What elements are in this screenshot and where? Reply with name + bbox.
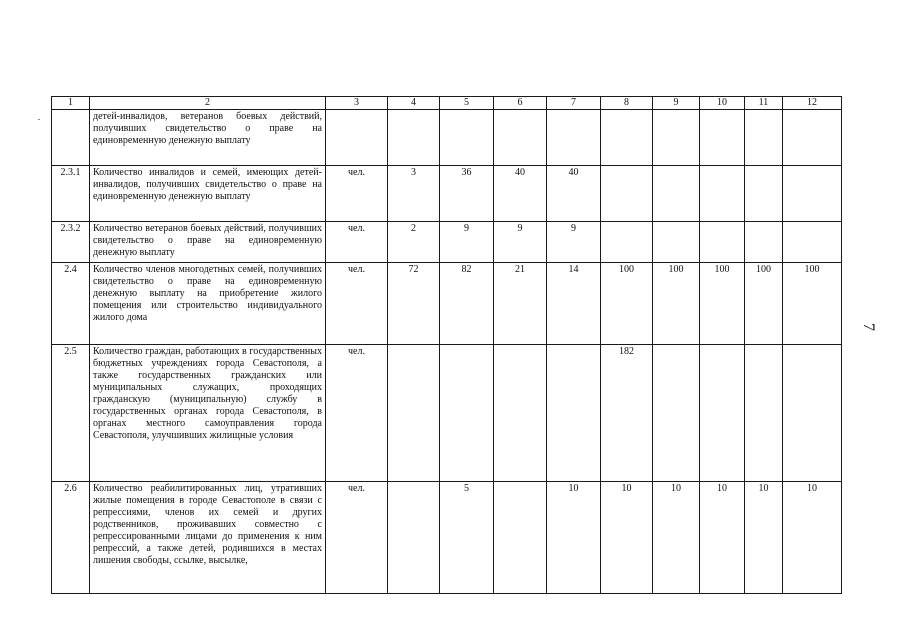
value-cell [745, 166, 783, 222]
value-cell: 182 [601, 345, 653, 482]
indicator-name: Количество граждан, работающих в государственных бюджетных учреждениях города Севастополя, а также государственных гражданских или муниципальных служащих, проходящих гражданскую (муниципальную) службу в государственных органах города Севастополя, в органах местного самоуправления города Севастополя, улучшивших жилищные условия [90, 345, 326, 482]
unit-cell: чел. [326, 345, 388, 482]
value-cell: 9 [494, 222, 547, 263]
table-row [52, 110, 842, 166]
table-row [52, 482, 842, 594]
value-cell [745, 222, 783, 263]
value-cell: 21 [494, 263, 547, 345]
value-cell: 3 [388, 166, 440, 222]
value-cell [745, 110, 783, 166]
value-cell [494, 110, 547, 166]
value-cell [494, 345, 547, 482]
col-number-9: 9 [653, 97, 700, 110]
value-cell [745, 345, 783, 482]
col-number-8: 8 [601, 97, 653, 110]
col-number-6: 6 [494, 97, 547, 110]
value-cell: 10 [601, 482, 653, 594]
table-row [52, 263, 842, 345]
value-cell: 9 [547, 222, 601, 263]
value-cell: 10 [783, 482, 842, 594]
value-cell [494, 482, 547, 594]
value-cell [700, 222, 745, 263]
value-cell: 100 [601, 263, 653, 345]
col-number-5: 5 [440, 97, 494, 110]
row-number: 2.5 [52, 345, 90, 482]
indicator-name: Количество ветеранов боевых действий, получивших свидетельство о праве на единовременную денежную выплату [90, 222, 326, 263]
value-cell: 2 [388, 222, 440, 263]
value-cell: 10 [700, 482, 745, 594]
value-cell [653, 110, 700, 166]
row-number: 2.4 [52, 263, 90, 345]
col-number-11: 11 [745, 97, 783, 110]
value-cell: 100 [745, 263, 783, 345]
page-number: 7 [860, 323, 877, 331]
value-cell: 100 [700, 263, 745, 345]
scan-speck [38, 119, 40, 120]
value-cell [388, 482, 440, 594]
indicator-name: детей-инвалидов, ветеранов боевых действий, получивших свидетельство о праве на единовременную денежную выплату [90, 110, 326, 166]
value-cell [653, 222, 700, 263]
value-cell [601, 110, 653, 166]
value-cell [783, 345, 842, 482]
col-number-12: 12 [783, 97, 842, 110]
value-cell: 36 [440, 166, 494, 222]
value-cell [440, 345, 494, 482]
unit-cell: чел. [326, 482, 388, 594]
value-cell: 40 [494, 166, 547, 222]
value-cell [783, 222, 842, 263]
col-number-7: 7 [547, 97, 601, 110]
value-cell: 72 [388, 263, 440, 345]
table-row [52, 222, 842, 263]
unit-cell [326, 110, 388, 166]
value-cell [440, 110, 494, 166]
value-cell: 9 [440, 222, 494, 263]
indicator-table [51, 96, 842, 594]
col-number-2: 2 [90, 97, 326, 110]
value-cell [783, 166, 842, 222]
value-cell [653, 345, 700, 482]
unit-cell: чел. [326, 263, 388, 345]
value-cell [653, 166, 700, 222]
value-cell [700, 345, 745, 482]
value-cell: 100 [783, 263, 842, 345]
row-number [52, 110, 90, 166]
col-number-4: 4 [388, 97, 440, 110]
value-cell [547, 110, 601, 166]
col-number-1: 1 [52, 97, 90, 110]
unit-cell: чел. [326, 166, 388, 222]
value-cell: 10 [745, 482, 783, 594]
value-cell [700, 110, 745, 166]
value-cell [547, 345, 601, 482]
table-row [52, 166, 842, 222]
row-number: 2.3.2 [52, 222, 90, 263]
value-cell: 10 [653, 482, 700, 594]
row-number: 2.3.1 [52, 166, 90, 222]
value-cell [601, 166, 653, 222]
col-number-3: 3 [326, 97, 388, 110]
value-cell [388, 110, 440, 166]
row-number: 2.6 [52, 482, 90, 594]
unit-cell: чел. [326, 222, 388, 263]
value-cell [388, 345, 440, 482]
table-row [52, 345, 842, 482]
indicator-name: Количество инвалидов и семей, имеющих детей-инвалидов, получивших свидетельство о праве на единовременную денежную выплату [90, 166, 326, 222]
value-cell: 14 [547, 263, 601, 345]
value-cell: 5 [440, 482, 494, 594]
col-number-10: 10 [700, 97, 745, 110]
value-cell [601, 222, 653, 263]
indicator-name: Количество реабилитированных лиц, утративших жилые помещения в городе Севастополе в связи с репрессиями, членов их семей и других родственников, проживавших совместно с репрессированными лицами до применения к ним репрессий, а также детей, родившихся в местах лишения свободы, ссылке, высылке, [90, 482, 326, 594]
value-cell: 82 [440, 263, 494, 345]
indicator-name: Количество членов многодетных семей, получивших свидетельство о праве на единовременную денежную выплату на приобретение жилого помещения или строительство индивидуального жилого дома [90, 263, 326, 345]
value-cell: 100 [653, 263, 700, 345]
column-number-row [52, 97, 842, 110]
value-cell: 40 [547, 166, 601, 222]
value-cell: 10 [547, 482, 601, 594]
value-cell [700, 166, 745, 222]
value-cell [783, 110, 842, 166]
